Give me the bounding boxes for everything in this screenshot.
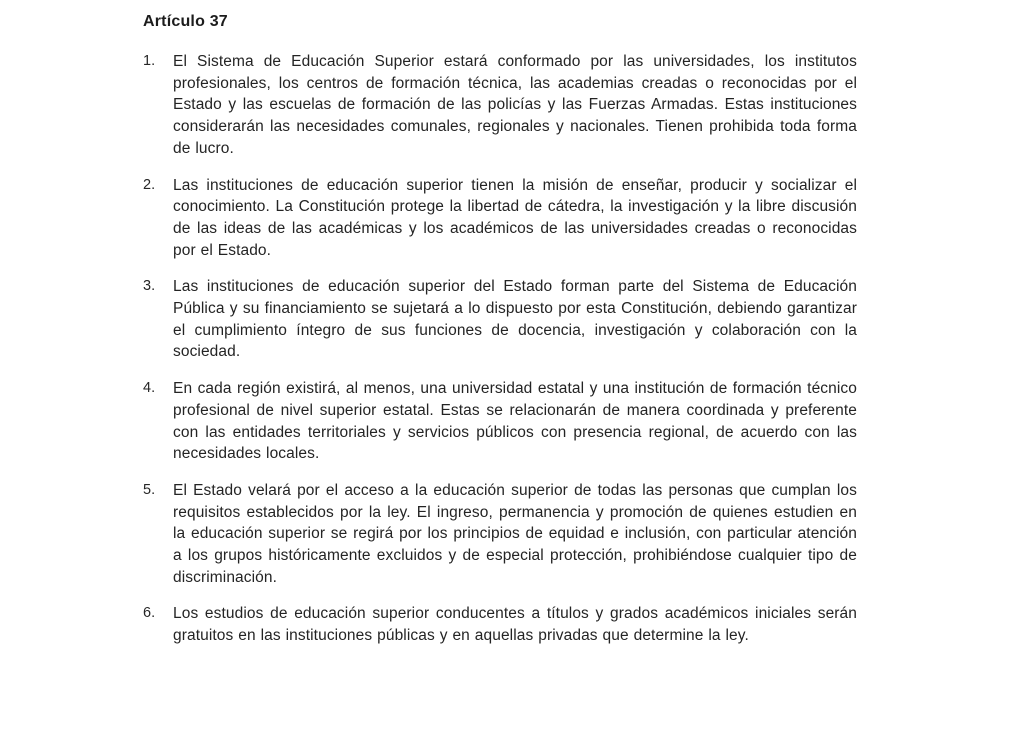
- clause-text: El Sistema de Educación Superior estará conformado por las universidades, los institutos profesionales, los centros de formación técnica, las academias creadas o reconocidas por el Estado y las escuelas de formación de las policías y las Fuerzas Armadas. Estas instituciones considerarán las necesidades comunales, regionales y nacionales. Tienen prohibida toda forma de lucro.: [173, 53, 857, 157]
- clause-text: En cada región existirá, al menos, una universidad estatal y una institución de formación técnico profesional de nivel superior estatal. Estas se relacionarán de manera coordinada y preferente con las entidades territoriales y servicios públicos con presencia regional, de acuerdo con las necesidades locales.: [173, 380, 857, 463]
- clause-item-4: [143, 378, 857, 465]
- clause-number: 2.: [143, 176, 156, 193]
- clause-text: Las instituciones de educación superior tienen la misión de enseñar, producir y socializar el conocimiento. La Constitución protege la libertad de cátedra, la investigación y la libre discusión de las ideas de las académicas y los académicos de las universidades creadas o reconocidas por el Estado.: [173, 176, 857, 259]
- clause-number: 4.: [143, 380, 156, 397]
- clause-number: 6.: [143, 605, 156, 622]
- clause-text: El Estado velará por el acceso a la educación superior de todas las personas que cumplan los requisitos establecidos por la ley. El ingreso, permanencia y promoción de quienes estudien en la educación superior se regirá por los principios de equidad e inclusión, con particular atención a los grupos históricamente excluidos y de especial protección, prohibiéndose cualquier tipo de discriminación.: [173, 481, 857, 586]
- article-title: Artículo 37: [143, 13, 228, 30]
- clause-item-2: [143, 175, 857, 262]
- clause-text: Los estudios de educación superior conducentes a títulos y grados académicos iniciales serán gratuitos en las instituciones públicas y en aquellas privadas que determine la ley.: [173, 605, 857, 645]
- article-content: [143, 13, 857, 647]
- clause-number: 5.: [143, 481, 156, 498]
- clause-text: Las instituciones de educación superior del Estado forman parte del Sistema de Educación Pública y su financiamiento se sujetará a lo dispuesto por esta Constitución, debiendo garantizar el cumplimiento íntegro de sus funciones de docencia, investigación y colaboración con la sociedad.: [173, 278, 857, 361]
- clause-item-1: [143, 51, 857, 160]
- clause-item-6: [143, 603, 857, 646]
- clause-list: [143, 51, 857, 647]
- clause-item-5: [143, 480, 857, 589]
- clause-item-3: [143, 276, 857, 363]
- clause-number: 3.: [143, 278, 156, 295]
- clause-number: 1.: [143, 53, 156, 69]
